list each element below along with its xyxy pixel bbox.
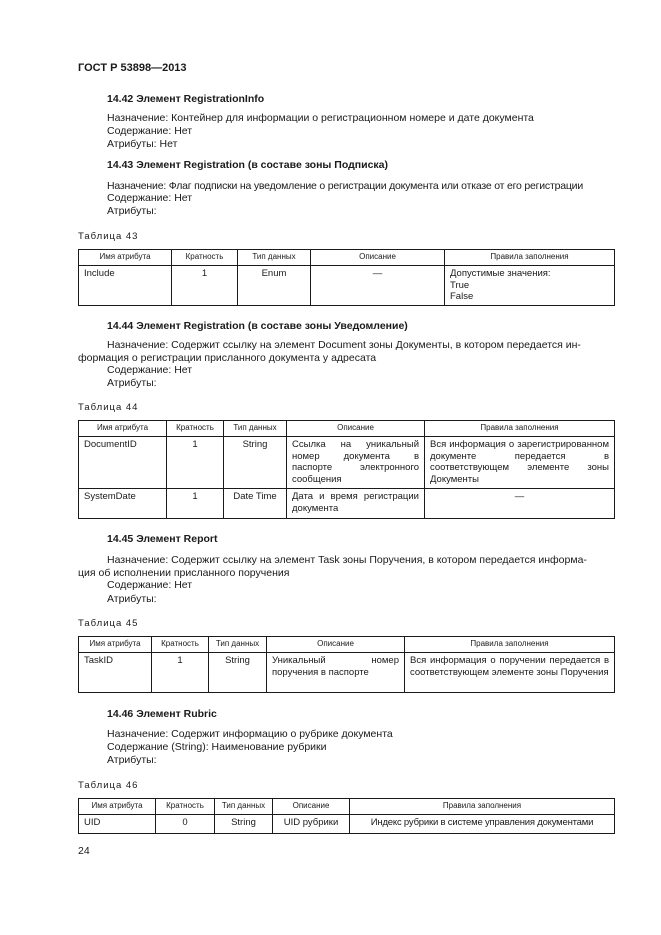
cell-description: Ссылка на уникальный номер документа в паспорте электронного сообщения bbox=[287, 437, 425, 489]
table-row bbox=[79, 437, 615, 489]
table-46 bbox=[78, 798, 615, 834]
col-header: Правила заполнения bbox=[350, 799, 615, 815]
rule-line: False bbox=[450, 291, 474, 302]
cell-name: DocumentID bbox=[79, 437, 167, 489]
cell-name: TaskID bbox=[79, 653, 152, 693]
cell-type: String bbox=[224, 437, 287, 489]
section-14-42-purpose: Назначение: Контейнер для информации о регистрационном номере и дате документа bbox=[107, 112, 534, 124]
cell-description: UID рубрики bbox=[273, 815, 350, 834]
section-14-44-purpose-line1: Назначение: Содержит ссылку на элемент Document зоны Документы, в котором передается ин- bbox=[107, 339, 581, 351]
cell-multiplicity: 1 bbox=[152, 653, 209, 693]
cell-name: UID bbox=[79, 815, 156, 834]
table-43 bbox=[78, 249, 615, 306]
cell-type: String bbox=[215, 815, 273, 834]
cell-multiplicity: 0 bbox=[156, 815, 215, 834]
cell-rule: Вся информация о зарегистрированном документе передается в соответствующем элементе зоны Документы bbox=[425, 437, 615, 489]
section-14-42-heading: 14.42 Элемент RegistrationInfo bbox=[107, 93, 265, 105]
rule-line: Допустимые значения: bbox=[450, 268, 551, 279]
cell-multiplicity: 1 bbox=[172, 266, 238, 306]
section-14-45-purpose-line2: ция об исполнении присланного поручения bbox=[78, 567, 290, 579]
col-header: Описание bbox=[267, 637, 405, 653]
col-header: Правила заполнения bbox=[445, 250, 615, 266]
table-row bbox=[79, 489, 615, 519]
table-row bbox=[79, 266, 615, 306]
section-14-43-content: Содержание: Нет bbox=[107, 192, 193, 204]
cell-multiplicity: 1 bbox=[167, 437, 224, 489]
cell-rule bbox=[445, 266, 615, 306]
cell-rule: Индекс рубрики в системе управления документами bbox=[350, 815, 615, 834]
col-header: Описание bbox=[311, 250, 445, 266]
table-header-row bbox=[79, 799, 615, 815]
section-14-46-content: Содержание (String): Наименование рубрики bbox=[107, 741, 327, 753]
section-14-45-purpose-line1: Назначение: Содержит ссылку на элемент Task зоны Поручения, в котором передается информа- bbox=[107, 554, 587, 566]
section-14-44-purpose-line2: формация о регистрации присланного документа у адресата bbox=[78, 352, 377, 364]
table-header-row bbox=[79, 250, 615, 266]
section-14-43-purpose: Назначение: Флаг подписки на уведомление о регистрации документа или отказе от его регистрации bbox=[107, 180, 583, 192]
cell-rule: — bbox=[425, 489, 615, 519]
col-header: Тип данных bbox=[215, 799, 273, 815]
section-14-46-heading: 14.46 Элемент Rubric bbox=[107, 708, 217, 720]
cell-multiplicity: 1 bbox=[167, 489, 224, 519]
col-header: Правила заполнения bbox=[405, 637, 615, 653]
section-14-45-heading: 14.45 Элемент Report bbox=[107, 533, 218, 545]
cell-type: String bbox=[209, 653, 267, 693]
table-row bbox=[79, 815, 615, 834]
section-14-46-attrs: Атрибуты: bbox=[107, 754, 157, 766]
col-header: Правила заполнения bbox=[425, 421, 615, 437]
section-14-45-content: Содержание: Нет bbox=[107, 579, 193, 591]
cell-description: — bbox=[311, 266, 445, 306]
section-14-44-heading: 14.44 Элемент Registration (в составе зоны Уведомление) bbox=[107, 320, 408, 332]
table-43-caption: Таблица 43 bbox=[78, 231, 139, 242]
col-header: Описание bbox=[273, 799, 350, 815]
standard-header: ГОСТ Р 53898—2013 bbox=[78, 62, 187, 74]
col-header: Тип данных bbox=[209, 637, 267, 653]
col-header: Кратность bbox=[167, 421, 224, 437]
rule-line: True bbox=[450, 279, 470, 291]
table-45-caption: Таблица 45 bbox=[78, 618, 139, 629]
cell-name: SystemDate bbox=[79, 489, 167, 519]
col-header: Тип данных bbox=[224, 421, 287, 437]
col-header: Описание bbox=[287, 421, 425, 437]
col-header: Имя атрибута bbox=[79, 421, 167, 437]
col-header: Кратность bbox=[152, 637, 209, 653]
col-header: Кратность bbox=[172, 250, 238, 266]
table-header-row bbox=[79, 421, 615, 437]
section-14-43-attrs: Атрибуты: bbox=[107, 205, 157, 217]
section-14-42-content: Содержание: Нет bbox=[107, 125, 193, 137]
col-header: Имя атрибута bbox=[79, 799, 156, 815]
table-header-row bbox=[79, 637, 615, 653]
table-44 bbox=[78, 420, 615, 519]
section-14-44-content: Содержание: Нет bbox=[107, 364, 193, 376]
col-header: Тип данных bbox=[238, 250, 311, 266]
col-header: Имя атрибута bbox=[79, 250, 172, 266]
cell-description: Уникальный номер поручения в паспорте bbox=[267, 653, 405, 693]
page-number: 24 bbox=[78, 845, 90, 857]
col-header: Имя атрибута bbox=[79, 637, 152, 653]
cell-name: Include bbox=[79, 266, 172, 306]
table-45 bbox=[78, 636, 615, 693]
cell-rule: Вся информация о поручении передается в соответствующем элементе зоны Поручения bbox=[405, 653, 615, 693]
col-header: Кратность bbox=[156, 799, 215, 815]
section-14-44-attrs: Атрибуты: bbox=[107, 377, 157, 389]
table-44-caption: Таблица 44 bbox=[78, 402, 139, 413]
section-14-43-heading: 14.43 Элемент Registration (в составе зоны Подписка) bbox=[107, 159, 389, 171]
table-row bbox=[79, 653, 615, 693]
cell-description: Дата и время регистрации документа bbox=[287, 489, 425, 519]
section-14-46-purpose: Назначение: Содержит информацию о рубрике документа bbox=[107, 728, 393, 740]
section-14-42-attrs: Атрибуты: Нет bbox=[107, 138, 178, 150]
section-14-45-attrs: Атрибуты: bbox=[107, 593, 157, 605]
cell-type: Date Time bbox=[224, 489, 287, 519]
cell-type: Enum bbox=[238, 266, 311, 306]
table-46-caption: Таблица 46 bbox=[78, 780, 139, 791]
